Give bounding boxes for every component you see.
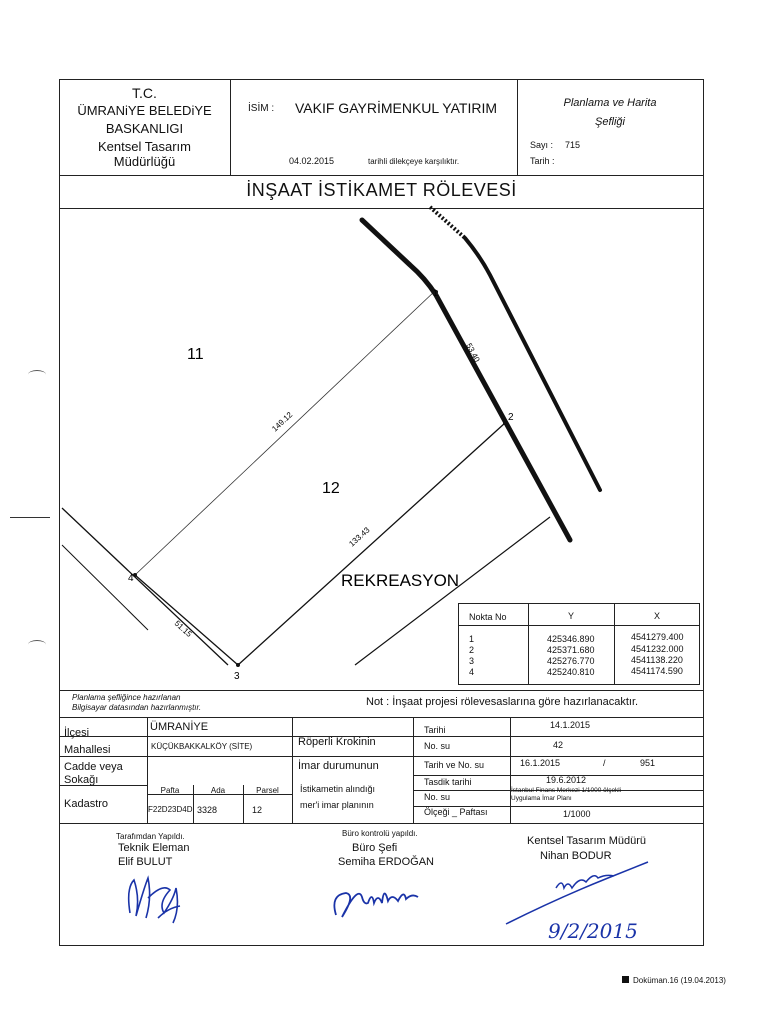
dept-line1: Planlama ve Harita — [563, 97, 657, 109]
info-right-div-2 — [413, 756, 704, 757]
ada-value: 3328 — [197, 805, 218, 815]
mahallesi-value: KÜÇÜKBAKKALKÖY (SİTE) — [151, 742, 253, 751]
kadastro-label: Kadastro — [64, 798, 109, 810]
signature-nihan-bodur — [498, 858, 658, 928]
side-length-51: 51.15 — [172, 618, 194, 639]
road-boundary-thick — [362, 220, 570, 540]
coord-row-2-x: 4541232.000 — [631, 644, 684, 654]
parsel-value: 12 — [252, 805, 263, 815]
request-date: 04.02.2015 — [289, 156, 335, 166]
prepared-note-line1: Planlama şefliğince hazırlanan — [72, 693, 181, 702]
handwritten-date: 9/2/2015 — [548, 919, 638, 943]
info-col-3 — [413, 717, 414, 823]
mudurluk-line2: Müdürlüğü — [113, 154, 176, 169]
map-bottom-divider — [59, 690, 704, 691]
ilcesi-label: İlçesi — [64, 727, 90, 739]
info-row-div-2 — [59, 756, 413, 757]
boundary-1-4 — [135, 288, 439, 575]
tarih-no-value2: 951 — [640, 758, 656, 768]
tarih-no-separator: / — [603, 758, 606, 768]
pafta-label: Pafta — [160, 786, 180, 795]
tasdik-label: Tasdik tarihi — [424, 777, 472, 787]
olcegi-value: 1/1000 — [563, 809, 591, 819]
sig2-line3: Semiha ERDOĞAN — [338, 856, 434, 868]
side-length-149: 149.12 — [270, 410, 295, 434]
request-date-note: tarihli dilekçeye karşılıktır. — [368, 157, 460, 166]
istikamet-label-line1: İstikametin alındığı — [300, 784, 376, 794]
tarih-no-label: Tarih ve No. su — [424, 760, 485, 770]
mudurluk-line1: Kentsel Tasarım — [98, 139, 191, 154]
sig1-line1: Tarafımdan Yapıldı. — [116, 832, 185, 841]
info-right-div-1 — [413, 736, 704, 737]
coord-row-3-x: 4541138.220 — [631, 655, 683, 665]
document-reference: Doküman.16 (19.04.2013) — [633, 976, 726, 985]
ilcesi-value: ÜMRANİYE — [150, 721, 209, 733]
side-length-53: 53.40 — [464, 341, 482, 364]
roperli-label: Röperli Krokinin — [298, 736, 376, 748]
point-label-1: 1 — [433, 288, 439, 298]
road-edge-left — [62, 508, 228, 665]
cadde-label-line1: Cadde veya — [64, 761, 123, 773]
olcegi-label: Ölçeği _ Paftası — [424, 807, 488, 817]
footer-square-icon — [622, 976, 629, 983]
info-col-4 — [510, 717, 511, 823]
pafta-value: F22D23D4D — [148, 805, 193, 814]
sig3-line2: Nihan BODUR — [540, 850, 612, 862]
coord-row-4-y: 425240.810 — [547, 667, 595, 677]
tc-label: T.C. — [132, 85, 157, 101]
point-label-2: 2 — [508, 412, 514, 423]
mahallesi-label: Mahallesi — [64, 744, 111, 756]
signature-elif-bulut — [118, 868, 198, 930]
coord-header-x: X — [653, 611, 660, 621]
sig2-line2: Büro Şefi — [352, 842, 398, 854]
coord-header-divider — [458, 625, 700, 626]
imar-label: İmar durumunun — [298, 760, 379, 772]
road-far-edge — [465, 238, 600, 490]
point-label-4: 4 — [128, 573, 134, 584]
sig1-line3: Elif BULUT — [118, 856, 173, 868]
info-bottom-divider — [59, 823, 704, 824]
coord-row-4-no: 4 — [469, 667, 475, 677]
belediye-line1: ÜMRANiYE BELEDiYE — [77, 103, 212, 118]
coord-row-1-no: 1 — [469, 634, 475, 644]
tarihi-value: 14.1.2015 — [550, 720, 591, 730]
parcel-11-label: 11 — [187, 346, 204, 363]
coord-header-nokta: Nokta No — [469, 612, 507, 622]
plan-name-line1: İstanbul Finans Merkezi 1/1000 ölçekli — [511, 787, 622, 794]
no-su2-label: No. su — [424, 792, 451, 802]
document-title: İNŞAAT İSTİKAMET RÖLEVESİ — [246, 180, 517, 200]
coord-row-2-y: 425371.680 — [547, 645, 595, 655]
tarih-no-value1: 16.1.2015 — [520, 758, 561, 768]
coord-row-2-no: 2 — [469, 645, 475, 655]
road-dotted-segment — [430, 207, 465, 238]
sayi-label: Sayı : — [530, 140, 554, 150]
side-length-133: 133.43 — [347, 525, 372, 549]
sig1-line2: Teknik Eleman — [118, 842, 190, 854]
prepared-note-line2: Bilgisayar datasından hazırlanmıştır. — [72, 703, 202, 712]
coord-row-1-x: 4541279.400 — [631, 632, 684, 642]
tasdik-value: 19.6.2012 — [546, 775, 587, 785]
belediye-line2: BASKANLIGI — [105, 121, 184, 136]
isim-value: VAKIF GAYRİMENKUL YATIRIM — [295, 100, 497, 116]
no-su-value: 42 — [553, 740, 564, 750]
coord-row-3-no: 3 — [469, 656, 475, 666]
sig2-line1: Büro kontrolü yapıldı. — [342, 829, 418, 838]
point-marker-4 — [133, 573, 137, 577]
coord-row-3-y: 425276.770 — [547, 656, 595, 666]
info-col-2 — [292, 717, 293, 823]
info-top-divider — [59, 717, 704, 718]
dept-line2: Şefliği — [595, 116, 625, 128]
ada-label: Ada — [210, 786, 226, 795]
coord-row-1-y: 425346.890 — [547, 634, 595, 644]
sayi-value: 715 — [565, 140, 581, 150]
isim-label: İSİM : — [248, 103, 275, 114]
coord-header-y: Y — [567, 611, 574, 621]
tarihi-label: Tarihi — [424, 725, 446, 735]
parcel-12-label: 12 — [322, 480, 340, 497]
main-note: Not : İnşaat projesi rölevesaslarına göre hazırlanacaktır. — [366, 696, 639, 708]
tarih-label: Tarih : — [530, 156, 555, 166]
road-edge-left-2 — [62, 545, 148, 630]
parsel-label: Parsel — [256, 786, 279, 795]
coord-row-4-x: 4541174.590 — [631, 666, 683, 676]
no-su-label: No. su — [424, 741, 451, 751]
cadde-label-line2: Sokağı — [64, 774, 99, 786]
sig3-line1: Kentsel Tasarım Müdürü — [527, 835, 647, 847]
point-marker-3 — [236, 663, 240, 667]
point-label-3: 3 — [234, 671, 240, 682]
istikamet-label-line2: mer'i imar planının — [300, 800, 374, 810]
plan-name-line2: Uygulama İmar Planı — [511, 795, 572, 802]
rekreasyon-label: REKREASYON — [341, 571, 460, 590]
signature-semiha-erdogan — [328, 875, 428, 925]
boundary-4-3 — [135, 575, 238, 665]
point-marker-2 — [503, 421, 507, 425]
